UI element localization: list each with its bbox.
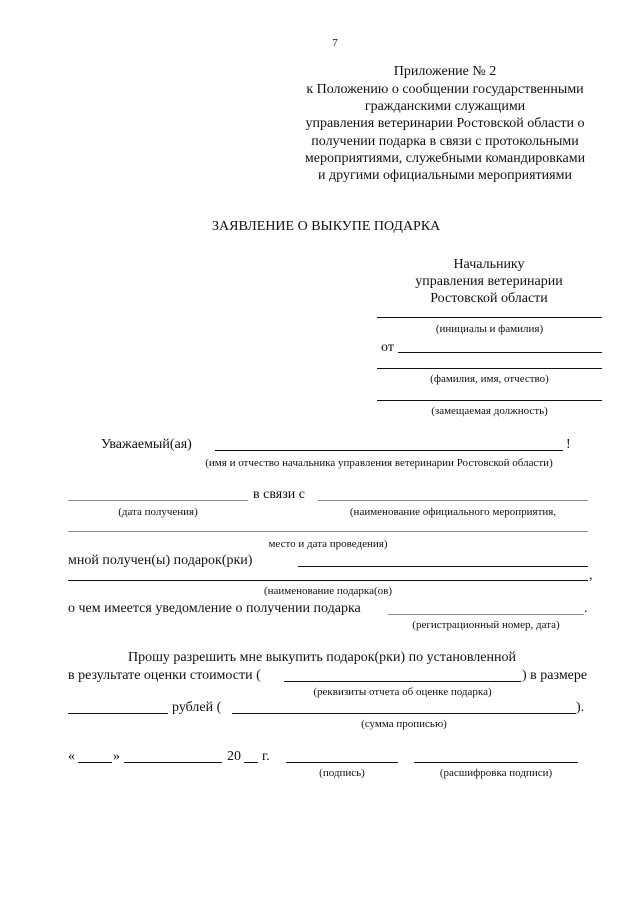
request-line-1: Прошу разрешить мне выкупить подарок(рки) по установленной xyxy=(128,650,516,665)
greeting-end: ! xyxy=(566,437,571,452)
request-line-2-end: ) в размере xyxy=(522,668,588,683)
notice-field[interactable] xyxy=(388,614,584,615)
year-field[interactable] xyxy=(244,762,258,763)
in-connection-label: в связи с xyxy=(253,487,305,502)
event-field-continued[interactable] xyxy=(68,531,588,532)
signature-field[interactable] xyxy=(286,762,398,763)
amount-field[interactable] xyxy=(68,713,168,714)
rubles-label: рублей ( xyxy=(172,700,222,715)
gift-comma: , xyxy=(589,568,593,583)
greeting-caption: (имя и отчество начальника управления ветеринарии Ростовской области) xyxy=(205,457,553,469)
gift-caption: (наименование подарка(ов) xyxy=(263,585,392,597)
gift-field[interactable] xyxy=(298,566,588,567)
signature-decode-caption: (расшифровка подписи) xyxy=(439,767,553,779)
appendix-line: получении подарка в связи с протокольными xyxy=(311,134,579,149)
appendix-line: гражданскими служащими xyxy=(364,99,526,114)
reg-caption: (регистрационный номер, дата) xyxy=(412,619,560,631)
greeting-label: Уважаемый(ая) xyxy=(101,437,192,452)
quote-close: » xyxy=(113,749,120,764)
year-suffix: г. xyxy=(262,749,270,764)
sum-caption: (сумма прописью) xyxy=(361,718,447,730)
position-field[interactable] xyxy=(377,400,602,401)
appendix-line: мероприятиями, служебными командировками xyxy=(304,151,586,166)
event-field[interactable] xyxy=(318,500,588,501)
fio-caption: (фамилия, имя, отчество) xyxy=(430,373,549,385)
appendix-title: Приложение № 2 xyxy=(393,64,497,79)
addressee-line: управления ветеринарии xyxy=(415,274,563,289)
appendix-line: и другими официальными мероприятиями xyxy=(318,168,572,183)
fio-field[interactable] xyxy=(377,368,602,369)
signature-decode-field[interactable] xyxy=(414,762,578,763)
from-label: от xyxy=(381,340,394,355)
gift-field-continued[interactable] xyxy=(68,580,588,581)
report-caption: (реквизиты отчета об оценке подарка) xyxy=(313,686,492,698)
rubles-end: ). xyxy=(576,700,585,715)
appendix-line: к Положению о сообщении государственными xyxy=(306,82,584,97)
request-line-2-start: в результате оценки стоимости ( xyxy=(68,668,261,683)
appendix-line: управления ветеринарии Ростовской области о xyxy=(305,116,585,131)
report-field[interactable] xyxy=(284,681,521,682)
page-number: 7 xyxy=(332,37,338,49)
event-caption: (наименование официального мероприятия, xyxy=(349,506,557,518)
from-field[interactable] xyxy=(398,352,602,353)
greeting-name-field[interactable] xyxy=(215,450,563,451)
year-prefix: 20 xyxy=(227,749,241,764)
place-caption: место и дата проведения) xyxy=(268,538,388,550)
addressee-line: Ростовской области xyxy=(430,291,548,306)
date-field[interactable] xyxy=(68,500,248,501)
initials-field[interactable] xyxy=(377,317,602,318)
signature-caption: (подпись) xyxy=(319,767,365,779)
month-field[interactable] xyxy=(124,762,222,763)
position-caption: (замещаемая должность) xyxy=(431,405,548,417)
sum-words-field[interactable] xyxy=(232,713,576,714)
notice-dot: . xyxy=(584,601,588,616)
day-field[interactable] xyxy=(78,762,112,763)
date-caption: (дата получения) xyxy=(118,506,198,518)
notice-label: о чем имеется уведомление о получении подарка xyxy=(68,601,361,616)
initials-caption: (инициалы и фамилия) xyxy=(435,323,544,335)
quote-open: « xyxy=(68,749,75,764)
form-title: ЗАЯВЛЕНИЕ О ВЫКУПЕ ПОДАРКА xyxy=(212,219,441,234)
addressee-line: Начальнику xyxy=(453,257,525,272)
received-label: мной получен(ы) подарок(рки) xyxy=(68,553,253,568)
